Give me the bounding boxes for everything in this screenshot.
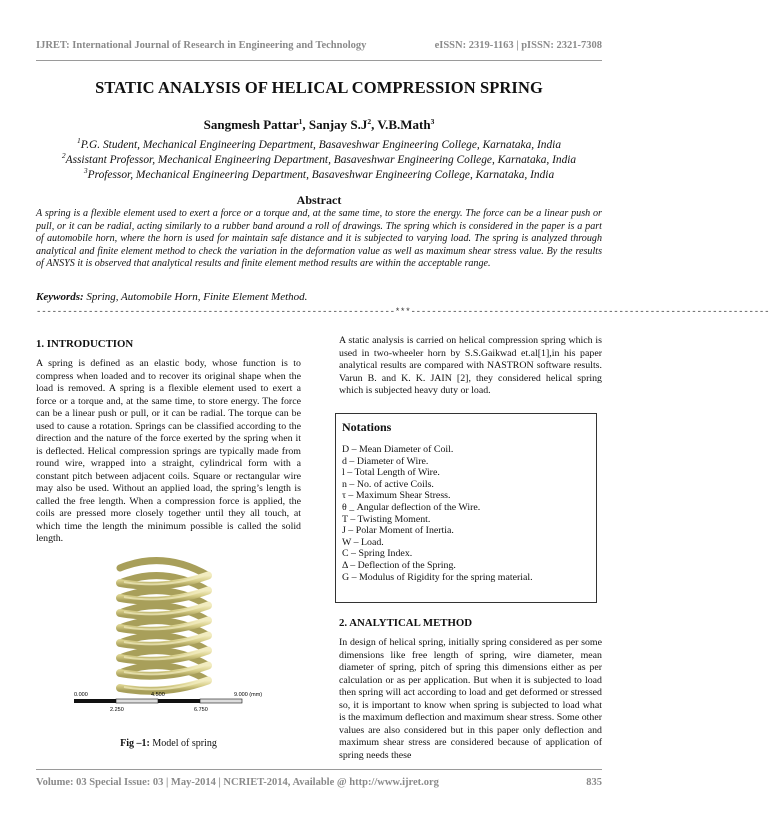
keywords-label: Keywords: <box>36 291 84 303</box>
notation-item: τ – Maximum Shear Stress. <box>342 490 451 502</box>
spring-coils <box>120 561 208 691</box>
scale-seg <box>200 699 242 703</box>
notation-item: l – Total Length of Wire. <box>342 467 440 479</box>
affiliation <box>20 168 618 183</box>
affiliation-sup: 3 <box>83 166 88 175</box>
spring-figure <box>66 550 296 725</box>
spring-model-image <box>66 550 296 725</box>
notation-item: θ _ Angular deflection of the Wire. <box>342 501 481 513</box>
right-column <box>339 335 602 398</box>
scale-bar <box>74 692 262 713</box>
scale-label: 0.000 <box>74 692 88 698</box>
notation-item: D – Mean Diameter of Coil. <box>342 444 454 455</box>
intro-heading: 1. INTRODUCTION <box>36 338 134 350</box>
affiliations <box>20 138 618 183</box>
scale-label: 2.250 <box>110 707 124 713</box>
notation-item: C – Spring Index. <box>342 548 413 560</box>
scale-seg <box>158 699 200 703</box>
analytical-heading: 2. ANALYTICAL METHOD <box>339 617 473 629</box>
affiliation-text: Professor, Mechanical Engineering Department, Basaveshwar Engineering College, Karnataka, India <box>87 169 555 181</box>
section-separator: ---------------------------------------------------------------------***--------------------------------------------------------------------- <box>36 307 769 317</box>
notation-item: n – No. of active Coils. <box>342 478 434 490</box>
footer-rule <box>36 769 602 770</box>
analytical-text: In design of helical spring, initially spring considered as per some dimensions like free length of spring, wire diameter, mean diameter of spring, pitch of spring this dimensions either as per calculation or as per application. But when it is subjected to load then spring will act according to load and get deformed or stressed so, it is important to know when spring is subjected to load what is the maximum deflection and maximum shear stress. Some other values are also considered but in this paper only deflection and maximum shear stress are considered because of application of spring needs these <box>339 637 602 761</box>
affiliation-text: Assistant Professor, Mechanical Engineering Department, Basaveshwar Engineering College, Karnataka, India <box>65 154 577 166</box>
left-column <box>36 338 301 546</box>
figure-caption <box>36 738 301 749</box>
header-rule <box>36 60 602 61</box>
page-number: 835 <box>586 777 602 788</box>
issn: eISSN: 2319-1163 | pISSN: 2321-7308 <box>434 40 602 51</box>
notation-item: J – Polar Moment of Inertia. <box>342 525 454 537</box>
scale-seg <box>116 699 158 703</box>
author-name: Sanjay S.J <box>308 117 368 132</box>
running-footer <box>36 777 602 788</box>
author-sep: , <box>371 117 378 132</box>
figure-caption-text: Model of spring <box>149 738 217 749</box>
notation-item: W – Load. <box>342 536 384 548</box>
affiliation-sup: 2 <box>61 151 66 160</box>
author-sup: 1 <box>298 117 303 126</box>
notation-item: d – Diameter of Wire. <box>342 455 429 467</box>
author-sup: 3 <box>430 117 435 126</box>
intro-text: A spring is defined as an elastic body, whose function is to compress when loaded and to recover its original shape when the load is removed. A spring is a flexible element used to exert a force or a torque and, at the same time, to store energy. The force can be a linear push or pull, or it can be radial. The torque can be used to cause a rotation. Springs can be classified according to the direction and the nature of the force exerted by the spring when it is deflected. Helical compression springs are typically made from round wire, wrapped into a straight, cylindrical form with a constant pitch between adjacent coils. Square or rectangular wire may also be used. Without an applied load, the spring’s length is called the free length. When a compression force is applied, the coils are pressed more closely together until they all touch, at which time the length the minimum possible is called the solid length. <box>36 358 301 544</box>
keywords <box>36 291 602 303</box>
footer-volume: Volume: 03 Special Issue: 03 | May-2014 | NCRIET-2014, Available @ http://www.ijret.org <box>36 777 439 788</box>
author-list <box>0 117 638 133</box>
journal-name: IJRET: International Journal of Research in Engineering and Technology <box>36 40 367 51</box>
paper-title: STATIC ANALYSIS OF HELICAL COMPRESSION SPRING <box>95 78 543 97</box>
author-sup: 2 <box>367 117 372 126</box>
notation-item: Δ – Deflection of the Spring. <box>342 559 456 571</box>
abstract-text: A spring is a flexible element used to exert a force or a torque and, at the same time, to store the energy. The force can be a linear push or pull, or it can be radial, acting similarly to a rubber band around a roll of drawings. The spring which is considered in the paper is a part of automobile horn, where the horn is used for maintain safe distance and it is subjected to varying load. The spring is analyzed through analytical and finite element method to check the variation in the deformation value as well as maximum shear stress value. By the results of ANSYS it is observed that analytical results and finite element method results are within the acceptable range. <box>36 208 602 269</box>
author-name: V.B.Math <box>377 117 431 132</box>
affiliation <box>20 138 618 153</box>
affiliation <box>20 153 618 168</box>
scale-seg <box>74 699 116 703</box>
affiliation-text: P.G. Student, Mechanical Engineering Department, Basaveshwar Engineering College, Karnataka, India <box>80 139 562 151</box>
notations-heading: Notations <box>342 420 392 434</box>
figure-caption-label: Fig –1: <box>120 738 150 749</box>
notations-box <box>335 413 597 603</box>
affiliation-sup: 1 <box>76 136 81 145</box>
static-analysis-text: A static analysis is carried on helical compression spring which is used in two-wheeler horn by S.S.Gaikwad et.al[1],in his paper analytical results are compared with NASTRON software results. Varun B. and K. K. JAIN [2], they considered helical spring which is subjected heavy duty or load. <box>339 335 602 396</box>
running-header <box>36 40 602 51</box>
scale-label: 6.750 <box>194 707 208 713</box>
author-name: Sangmesh Pattar <box>203 117 299 132</box>
author-sep: , <box>302 117 309 132</box>
notation-item: G – Modulus of Rigidity for the spring material. <box>342 571 533 583</box>
keywords-text: Spring, Automobile Horn, Finite Element Method. <box>83 291 308 303</box>
analytical-section <box>339 617 602 762</box>
notation-item: T – Twisting Moment. <box>342 513 431 525</box>
scale-label: 4.500 <box>151 692 165 698</box>
abstract-heading: Abstract <box>296 193 342 207</box>
scale-label: 9.000 (mm) <box>234 692 263 698</box>
